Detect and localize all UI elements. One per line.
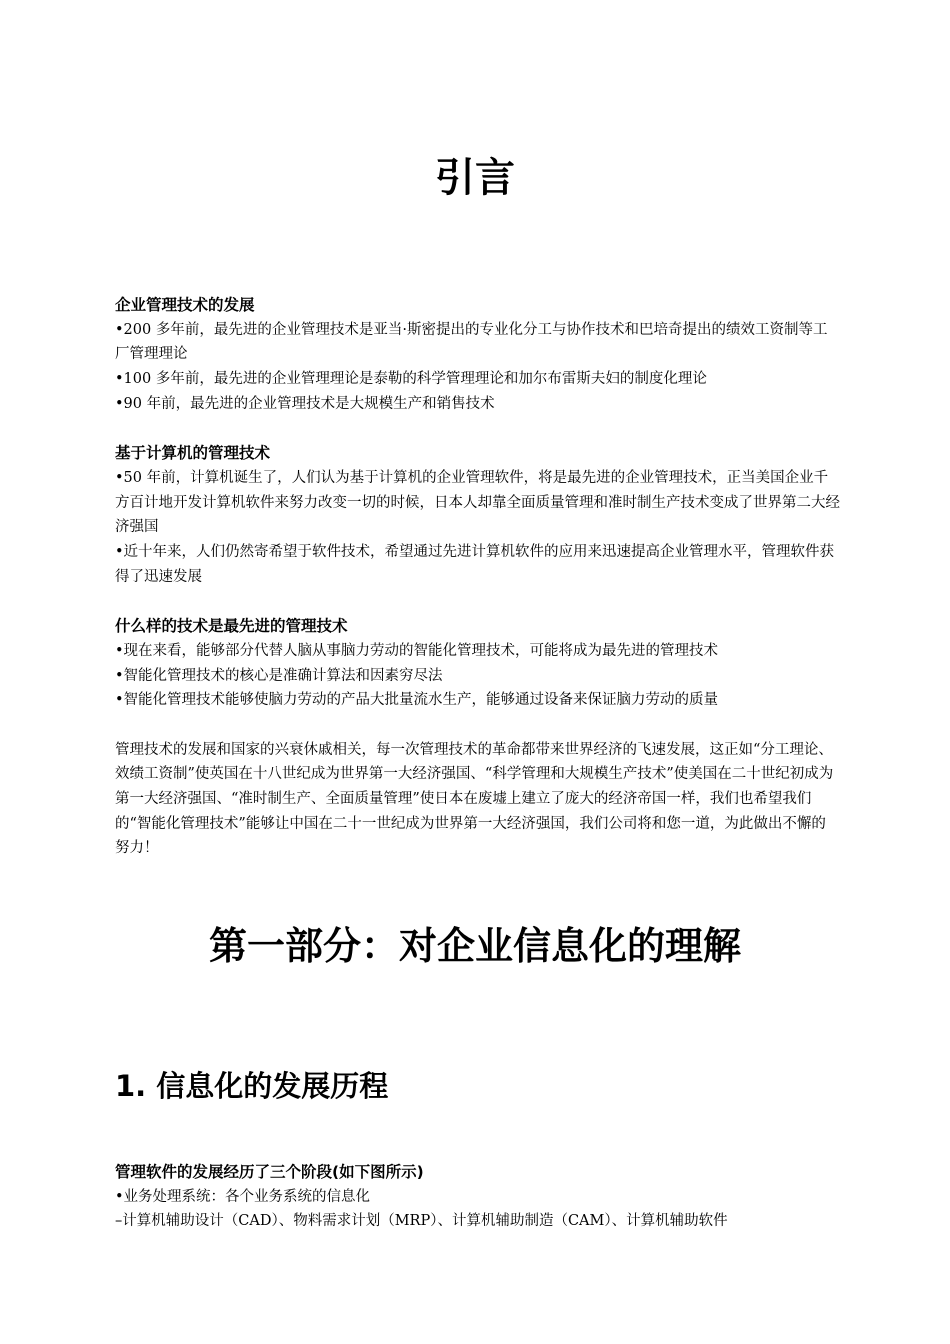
stages-block (115, 1160, 840, 1234)
bullet-item: •智能化管理技术的核心是准确计算法和因素穷尽法 (115, 667, 443, 684)
title-part-one: 第一部分：对企业信息化的理解 (208, 924, 741, 968)
bullet-item: •近十年来，人们仍然寄希望于软件技术，希望通过先进计算机软件的应用来迅速提高企业管理水平，管理软件获得了迅速发展 (115, 544, 835, 585)
intro-content (115, 293, 840, 861)
section-heading-1: 1. 信息化的发展历程 (115, 1069, 389, 1103)
bullet-item: •100 多年前，最先进的企业管理理论是泰勒的科学管理理论和加尔布雷斯夫妇的制度化理论 (115, 371, 707, 388)
title-intro: 引言 (435, 155, 515, 201)
bullet-item: •50 年前，计算机诞生了，人们认为基于计算机的企业管理软件，将是最先进的企业管理技术，正当美国企业千方百计地开发计算机软件来努力改变一切的时候，日本人却靠全面质量管理和准时制生产技术变成了世界第二大经济强国 (115, 469, 840, 536)
section-heading: 基于计算机的管理技术 (115, 444, 271, 463)
bullet-item: •现在来看，能够部分代替人脑从事脑力劳动的智能化管理技术，可能将成为最先进的管理技术 (115, 642, 719, 659)
section-heading: 什么样的技术是最先进的管理技术 (115, 617, 348, 636)
section-heading: 企业管理技术的发展 (115, 296, 255, 314)
bullet-item: •90 年前，最先进的企业管理技术是大规模生产和销售技术 (115, 395, 495, 412)
bullet-item: •200 多年前，最先进的企业管理技术是亚当·斯密提出的专业化分工与协作技术和巴培奇提出的绩效工资制等工厂管理理论 (115, 321, 828, 363)
bullet-item: •智能化管理技术能够使脑力劳动的产品大批量流水生产，能够通过设备来保证脑力劳动的质量 (115, 692, 719, 709)
sub-item: –计算机辅助设计（CAD）、物料需求计划（MRP）、计算机辅助制造（CAM）、计算机辅助软件 (115, 1213, 728, 1230)
bullet-item: •业务处理系统：各个业务系统的信息化 (115, 1188, 371, 1205)
closing-paragraph: 管理技术的发展和国家的兴衰休戚相关，每一次管理技术的革命都带来世界经济的飞速发展，这正如“分工理论、效绩工资制”使英国在十八世纪成为世界第一大经济强国、“科学管理和大规模生产技术”使美国在二十世纪初成为第一大经济强国、“准时制生产、全面质量管理”使日本在废墟上建立了庞大的经济帝国一样，我们也希望我们的“智能化管理技术”能够让中国在二十一世纪成为世界第一大经济强国，我们公司将和您一道，为此做出不懈的努力！ (115, 741, 834, 857)
stages-heading: 管理软件的发展经历了三个阶段(如下图所示) (115, 1163, 424, 1181)
